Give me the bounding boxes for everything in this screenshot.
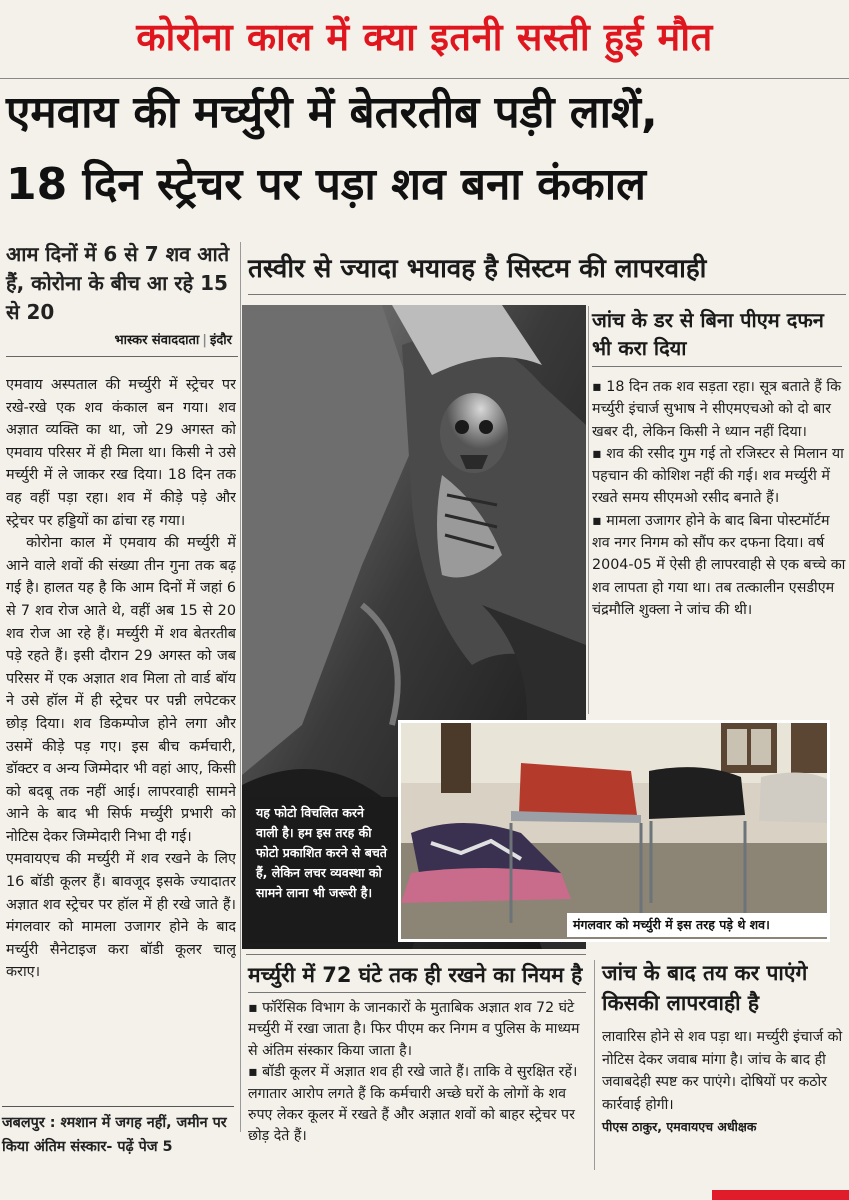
article-paragraph: एमवाय अस्पताल की मर्च्युरी में स्ट्रेचर पर रखे-रखे एक शव कंकाल बन गया। शव अज्ञात व्यक्ति का था, जो 29 अगस्त को एमवाय परिसर में ही मिला था। किसी ने उसे मर्च्युरी में ले जाकर रख दिया। 18 दिन तक वह वहीं पड़ा रहा। शव में कीड़े पड़े और स्ट्रेचर पर हड्डियों का ढांचा रह गया।	[6, 377, 236, 529]
box-rule-text	[248, 998, 586, 1148]
sidebar-bullet: ▪ 18 दिन तक शव सड़ता रहा। सूत्र बताते हैं कि मर्च्युरी इंचार्ज सुभाष ने सीएमएचओ को दो बार खबर दी, लेकिन किसी ने ध्यान नहीं दिया।	[592, 379, 842, 440]
box-rule-paragraph: ▪ फॉरेंसिक विभाग के जानकारों के मुताबिक अज्ञात शव 72 घंटे मर्च्युरी में रखा जाता है। फिर पीएम कर निगम व पुलिस के माध्यम से अंतिम संस्कार किया जाता है।	[248, 1000, 580, 1059]
photo-warning-caption: यह फोटो विचलित करने वाली है। हम इस तरह की फोटो प्रकाशित करने से बचते हैं, लेकिन लचर व्यवस्था को सामने लाना भी जरूरी है।	[248, 797, 398, 943]
headline-line-1: एमवाय की मर्च्युरी में बेतरतीब पड़ी लाशें,	[6, 87, 658, 138]
kicker-headline: कोरोना काल में क्या इतनी सस्ती हुई मौत	[136, 15, 713, 59]
byline-city: इंदौर	[210, 333, 232, 348]
box-probe-signature: पीएस ठाकुर, एमवायएच अधीक्षक	[602, 1119, 757, 1134]
byline-reporter: भास्कर संवाददाता	[114, 333, 200, 348]
divider	[0, 78, 849, 79]
box-heading-rule: मर्च्युरी में 72 घंटे तक ही रखने का नियम है	[248, 963, 583, 987]
divider	[592, 366, 842, 367]
column-divider	[588, 306, 589, 714]
sidebar-bullet: ▪ मामला उजागर होने के बाद बिना पोस्टमॉर्टम शव नगर निगम को सौंप कर दफना दिया। वर्ष 2004-05 में ऐसी ही लापरवाही से एक बच्चे का शव लापता हो गया था। तब तत्कालीन एसडीएम चंद्रमौलि शुक्ला ने जांच की थी।	[592, 512, 846, 618]
byline: भास्कर संवाददाता | इंदौर	[114, 333, 232, 348]
article-paragraph: कोरोना काल में एमवाय की मर्च्युरी में आने वाले शवों की संख्या तीन गुना तक बढ़ गई है। हालत यह है कि आम दिनों में जहां 6 से 7 शव रोज आते थे, वहीं अब 15 से 20 शव रोज आ रहे हैं। मर्च्युरी में शव बेतरतीब पड़े रहते हैं। इसी दौरान 29 अगस्त को जब परिसर में एक अज्ञात शव मिला तो वार्ड बॉय ने उसे हॉल में ही स्ट्रेचर पर पन्नी लपेटकर छोड़ दिया। शव डिकम्पोज होने लगा और उसमें कीड़े पड़ गए। इस बीच कर्मचारी, डॉक्टर व अन्य जिम्मेदार भी वहां आए, किसी को बदबू तक नहीं आई। लापरवाही सामने आने के बाद भी सिर्फ मर्च्युरी प्रभारी को नोटिस देकर जिम्मेदारी निभा दी गई।	[6, 535, 236, 845]
headline-line-2: 18 दिन स्ट्रेचर पर पड़ा शव बना कंकाल	[6, 159, 646, 210]
photo-mortuary-hall	[398, 720, 830, 942]
box-probe-text	[602, 1026, 844, 1139]
box-heading-probe: जांच के बाद तय कर पाएंगे किसकी लापरवाही है	[602, 961, 808, 1015]
sidebar-bullets	[592, 376, 846, 621]
divider	[248, 992, 586, 993]
cross-reference-note: जबलपुर : श्मशान में जगह नहीं, जमीन पर किया अंतिम संस्कार- पढ़ें पेज 5	[2, 1106, 234, 1159]
article-paragraph: एमवायएच की मर्च्युरी में शव रखने के लिए 16 बॉडी कूलर हैं। बावजूद इसके ज्यादातर अज्ञात शव स्ट्रेचर पर हॉल में ही रखे जाते हैं। मंगलवार को मामला उजागर होने के बाद मर्च्युरी सैनेटाइज करा बॉडी कूलर चालू कराए।	[6, 851, 236, 981]
sidebar-bullet: ▪ शव की रसीद गुम गई तो रजिस्टर से मिलान या पहचान की कोशिश नहीं की गई। शव मर्च्युरी में रखते समय सीएमओ रसीद बनाते हैं।	[592, 445, 844, 507]
divider	[6, 356, 238, 357]
box-probe-paragraph: लावारिस होने से शव पड़ा था। मर्च्युरी इंचार्ज को नोटिस देकर जवाब मांगा है। जांच के बाद ही जवाबदेही स्पष्ट कर पाएंगे। दोषियों पर कठोर कार्रवाई होगी।	[602, 1029, 843, 1113]
photo-mortuary-hall-art	[401, 723, 827, 939]
color-stripe	[712, 1190, 849, 1200]
box-rule-paragraph: ▪ बॉडी कूलर में अज्ञात शव ही रखे जाते हैं। ताकि वे सुरक्षित रहें। लगातार आरोप लगते हैं कि कर्मचारी अच्छे घरों के लोगों के शव रुपए लेकर कूलर में रखते हैं और अज्ञात शवों को बाहर स्ट्रेचर पर छोड़ देते हैं।	[248, 1064, 578, 1145]
section-heading: तस्वीर से ज्यादा भयावह है सिस्टम की लापरवाही	[248, 244, 846, 295]
column-divider	[594, 960, 595, 1170]
column-divider	[240, 242, 241, 1132]
photo-caption: मंगलवार को मर्च्युरी में इस तरह पड़े थे शव।	[567, 913, 827, 937]
divider	[246, 954, 586, 955]
sidebar-heading: जांच के डर से बिना पीएम दफन भी करा दिया	[592, 308, 824, 360]
subheadline: आम दिनों में 6 से 7 शव आते हैं, कोरोना के बीच आ रहे 15 से 20	[6, 242, 230, 324]
article-body	[6, 374, 236, 1104]
